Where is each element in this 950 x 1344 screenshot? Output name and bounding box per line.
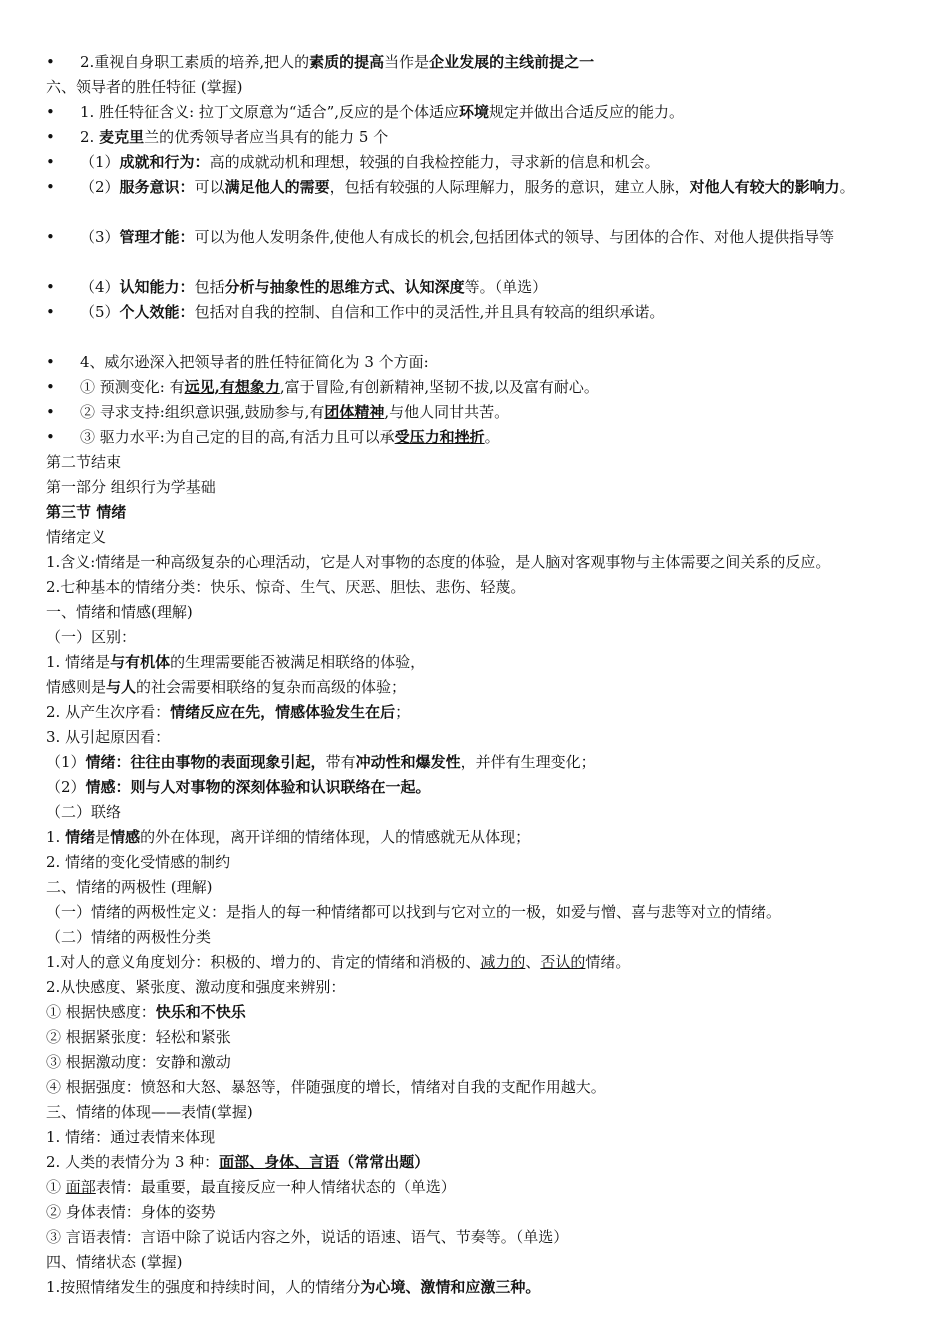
text-run: ① bbox=[46, 1178, 66, 1196]
text-run: 麦克里 bbox=[99, 128, 145, 146]
text-run: 为心境、激情和应激三种。 bbox=[360, 1278, 541, 1296]
bullet-text bbox=[80, 275, 920, 299]
bullet-icon: • bbox=[46, 403, 55, 421]
text-paragraph bbox=[46, 675, 920, 699]
text-paragraph bbox=[46, 600, 920, 624]
text-run: 表情：最重要，最直接反应一种人情绪状态的（单选） bbox=[95, 1178, 456, 1196]
text-run: （4） bbox=[80, 278, 120, 296]
bullet-icon: • bbox=[46, 128, 55, 146]
text-paragraph bbox=[46, 475, 920, 499]
bullet-text bbox=[80, 150, 920, 174]
text-run: 面部、身体、言语 bbox=[219, 1153, 340, 1171]
text-paragraph bbox=[46, 500, 920, 524]
text-paragraph bbox=[46, 75, 920, 99]
text-run: 冲动性和爆发性 bbox=[355, 753, 461, 771]
bullet-icon: • bbox=[46, 153, 55, 171]
text-run: 企业发展的主线前提之一 bbox=[429, 53, 595, 71]
text-run: 情绪。 bbox=[585, 953, 631, 971]
text-run: 4、威尔逊深入把领导者的胜任特征简化为 3 个方面: bbox=[80, 353, 429, 371]
text-paragraph bbox=[46, 1100, 920, 1124]
text-paragraph bbox=[46, 825, 920, 849]
text-paragraph bbox=[46, 925, 920, 949]
bullet-text bbox=[80, 100, 920, 124]
text-run: 环境 bbox=[459, 103, 490, 121]
text-paragraph bbox=[46, 700, 920, 724]
text-paragraph bbox=[46, 525, 920, 549]
text-run: 。 bbox=[484, 428, 500, 446]
text-paragraph bbox=[46, 450, 920, 474]
text-paragraph bbox=[46, 1225, 920, 1249]
text-run: ② 寻求支持:组织意识强,鼓励参与,有 bbox=[80, 403, 325, 421]
bullet-icon: • bbox=[46, 378, 55, 396]
text-run: （1） bbox=[80, 153, 120, 171]
text-run: （2） bbox=[46, 778, 86, 796]
text-paragraph bbox=[46, 1075, 920, 1099]
bullet-text bbox=[80, 175, 920, 199]
text-run: 当作是 bbox=[384, 53, 430, 71]
bullet-icon: • bbox=[46, 278, 55, 296]
text-paragraph bbox=[46, 750, 920, 774]
text-paragraph bbox=[46, 1000, 920, 1024]
bullet-icon: • bbox=[46, 103, 55, 121]
text-paragraph bbox=[46, 1025, 920, 1049]
text-run: 1. 情绪是 bbox=[46, 653, 111, 671]
text-run: ④ 根据强度：愤怒和大怒、暴怒等，伴随强度的增长，情绪对自我的支配作用越大。 bbox=[46, 1078, 606, 1096]
text-run: 1.含义:情绪是一种高级复杂的心理活动，它是人对事物的态度的体验，是人脑对客观事物与主体需要之间关系的反应。 bbox=[46, 553, 831, 571]
text-run: 否认的 bbox=[540, 953, 586, 971]
text-paragraph bbox=[46, 1275, 920, 1299]
text-run: （二）情绪的两极性分类 bbox=[46, 928, 212, 946]
bullet-icon: • bbox=[46, 178, 55, 196]
text-paragraph bbox=[46, 800, 920, 824]
text-run: 包括 bbox=[194, 278, 225, 296]
text-paragraph bbox=[46, 875, 920, 899]
text-run: 的生理需要能否被满足相联络的体验， bbox=[170, 653, 426, 671]
text-run: 2.重视自身职工素质的培养,把人的 bbox=[80, 53, 310, 71]
text-run: 2. 从产生次序看： bbox=[46, 703, 171, 721]
text-run: 带有 bbox=[325, 753, 356, 771]
bullet-icon: • bbox=[46, 53, 55, 71]
bullet-icon: • bbox=[46, 428, 55, 446]
text-paragraph bbox=[46, 850, 920, 874]
text-run: 是 bbox=[95, 828, 111, 846]
text-run: 二、情绪的两极性 (理解) bbox=[46, 878, 213, 896]
text-paragraph bbox=[46, 950, 920, 974]
text-run: 第二节结束 bbox=[46, 453, 122, 471]
text-run: 管理才能： bbox=[119, 228, 195, 246]
bullet-text bbox=[80, 350, 920, 374]
text-run: 情绪 bbox=[65, 828, 96, 846]
text-run: 2.从快感度、紧张度、激动度和强度来辨别： bbox=[46, 978, 346, 996]
text-run: 与有机体 bbox=[110, 653, 171, 671]
text-run: 服务意识： bbox=[119, 178, 195, 196]
text-run: 、 bbox=[525, 953, 541, 971]
text-run: 2.七种基本的情绪分类：快乐、惊奇、生气、厌恶、胆怯、悲伤、轻蔑。 bbox=[46, 578, 526, 596]
bullet-text bbox=[80, 50, 920, 74]
text-paragraph bbox=[46, 1125, 920, 1149]
text-run: 高的成就动机和理想，较强的自我检控能力，寻求新的信息和机会。 bbox=[209, 153, 660, 171]
text-run: 素质的提高 bbox=[309, 53, 385, 71]
text-run: 可以为他人发明条件,使他人有成长的机会,包括团体式的领导、与团体的合作、对他人提供指导等 bbox=[194, 228, 835, 246]
text-run: 与人 bbox=[106, 678, 137, 696]
text-run: 情感 bbox=[110, 828, 141, 846]
text-paragraph bbox=[46, 1175, 920, 1199]
bullet-icon: • bbox=[46, 353, 55, 371]
text-run: （5） bbox=[80, 303, 120, 321]
text-run: 等。（单选） bbox=[464, 278, 548, 296]
text-run: 快乐和不快乐 bbox=[155, 1003, 246, 1021]
text-run: 包括对自我的控制、自信和工作中的灵活性,并且具有较高的组织承诺。 bbox=[194, 303, 665, 321]
text-run: 受压力和挫折 bbox=[394, 428, 485, 446]
text-paragraph bbox=[46, 1250, 920, 1274]
text-paragraph bbox=[46, 1050, 920, 1074]
text-run: 面部 bbox=[65, 1178, 96, 1196]
text-paragraph bbox=[46, 975, 920, 999]
bullet-text bbox=[80, 400, 920, 424]
text-paragraph bbox=[46, 550, 920, 574]
text-run: 2. bbox=[80, 128, 100, 146]
text-paragraph bbox=[46, 725, 920, 749]
text-run: 。 bbox=[839, 178, 855, 196]
text-run: 减力的 bbox=[480, 953, 526, 971]
text-run: 远见,有想象力 bbox=[184, 378, 280, 396]
text-run: 2. 情绪的变化受情感的制约 bbox=[46, 853, 231, 871]
bullet-icon: • bbox=[46, 228, 55, 246]
bullet-text bbox=[80, 225, 920, 249]
text-run: （常常出题） bbox=[339, 1153, 430, 1171]
text-run: 2. 人类的表情分为 3 种： bbox=[46, 1153, 220, 1171]
bullet-icon: • bbox=[46, 303, 55, 321]
text-run: 兰的优秀领导者应当具有的能力 5 个 bbox=[144, 128, 389, 146]
text-paragraph bbox=[46, 1200, 920, 1224]
text-run: （一）区别： bbox=[46, 628, 137, 646]
text-run: 1. 胜任特征含义: 拉丁文原意为“适合”,反应的是个体适应 bbox=[80, 103, 460, 121]
text-run: ,与他人同甘共苦。 bbox=[384, 403, 510, 421]
text-run: （3） bbox=[80, 228, 120, 246]
text-run: 团体精神 bbox=[324, 403, 385, 421]
text-run: 分析与抽象性的思维方式、认知深度 bbox=[224, 278, 465, 296]
text-run: 情感则是 bbox=[46, 678, 107, 696]
text-run: 成就和行为： bbox=[119, 153, 210, 171]
text-run: 一、情绪和情感(理解) bbox=[46, 603, 193, 621]
text-run: 1. 情绪：通过表情来体现 bbox=[46, 1128, 216, 1146]
text-run: 第一部分 组织行为学基础 bbox=[46, 478, 216, 496]
text-paragraph bbox=[46, 625, 920, 649]
text-run: 六、领导者的胜任特征 (掌握) bbox=[46, 78, 243, 96]
text-run: ③ 言语表情：言语中除了说话内容之外，说话的语速、语气、节奏等。（单选） bbox=[46, 1228, 569, 1246]
text-run: （二）联络 bbox=[46, 803, 122, 821]
bullet-text bbox=[80, 300, 920, 324]
text-run: ② 身体表情：身体的姿势 bbox=[46, 1203, 216, 1221]
text-run: （一）情绪的两极性定义：是指人的每一种情绪都可以找到与它对立的一极，如爱与憎、喜与悲等对立的情绪。 bbox=[46, 903, 782, 921]
text-run: 四、情绪状态 (掌握) bbox=[46, 1253, 183, 1271]
text-run: 1. bbox=[46, 828, 66, 846]
text-run: 可以 bbox=[194, 178, 225, 196]
text-run: ； bbox=[395, 703, 411, 721]
text-run: 的外在体现，离开详细的情绪体现，人的情感就无从体现； bbox=[140, 828, 531, 846]
text-run: ③ 驱力水平:为自己定的目的高,有活力且可以承 bbox=[80, 428, 395, 446]
text-run: ，并伴有生理变化； bbox=[460, 753, 596, 771]
text-run: 第三节 情绪 bbox=[46, 503, 127, 521]
text-run: 情绪：往往由事物的表面现象引起， bbox=[85, 753, 326, 771]
text-run: 对他人有较大的影响力 bbox=[689, 178, 840, 196]
text-paragraph bbox=[46, 775, 920, 799]
text-run: ① 预测变化: 有 bbox=[80, 378, 185, 396]
bullet-text bbox=[80, 375, 920, 399]
text-run: （1） bbox=[46, 753, 86, 771]
text-run: ③ 根据激动度：安静和激动 bbox=[46, 1053, 231, 1071]
text-paragraph bbox=[46, 900, 920, 924]
text-run: 1.按照情绪发生的强度和持续时间，人的情绪分 bbox=[46, 1278, 361, 1296]
bullet-text bbox=[80, 125, 920, 149]
text-run: 满足他人的需要 bbox=[224, 178, 330, 196]
text-paragraph bbox=[46, 1150, 920, 1174]
text-run: ,富于冒险,有创新精神,坚韧不拔,以及富有耐心。 bbox=[279, 378, 599, 396]
bullet-text bbox=[80, 425, 920, 449]
text-run: 1.对人的意义角度划分：积极的、增力的、肯定的情绪和消极的、 bbox=[46, 953, 481, 971]
text-run: ，包括有较强的人际理解力，服务的意识，建立人脉， bbox=[329, 178, 690, 196]
text-paragraph bbox=[46, 650, 920, 674]
text-run: 情感：则与人对事物的深刻体验和认识联络在一起。 bbox=[85, 778, 431, 796]
text-run: 3. 从引起原因看： bbox=[46, 728, 171, 746]
text-paragraph bbox=[46, 575, 920, 599]
text-run: 三、情绪的体现——表情(掌握) bbox=[46, 1103, 253, 1121]
text-run: 认知能力： bbox=[119, 278, 195, 296]
text-run: ② 根据紧张度：轻松和紧张 bbox=[46, 1028, 231, 1046]
text-run: 规定并做出合适反应的能力。 bbox=[489, 103, 685, 121]
text-run: 情绪反应在先，情感体验发生在后 bbox=[170, 703, 396, 721]
text-run: ① 根据快感度： bbox=[46, 1003, 156, 1021]
text-run: 个人效能： bbox=[119, 303, 195, 321]
text-run: （2） bbox=[80, 178, 120, 196]
text-run: 情绪定义 bbox=[46, 528, 107, 546]
text-run: 的社会需要相联络的复杂而高级的体验； bbox=[136, 678, 407, 696]
